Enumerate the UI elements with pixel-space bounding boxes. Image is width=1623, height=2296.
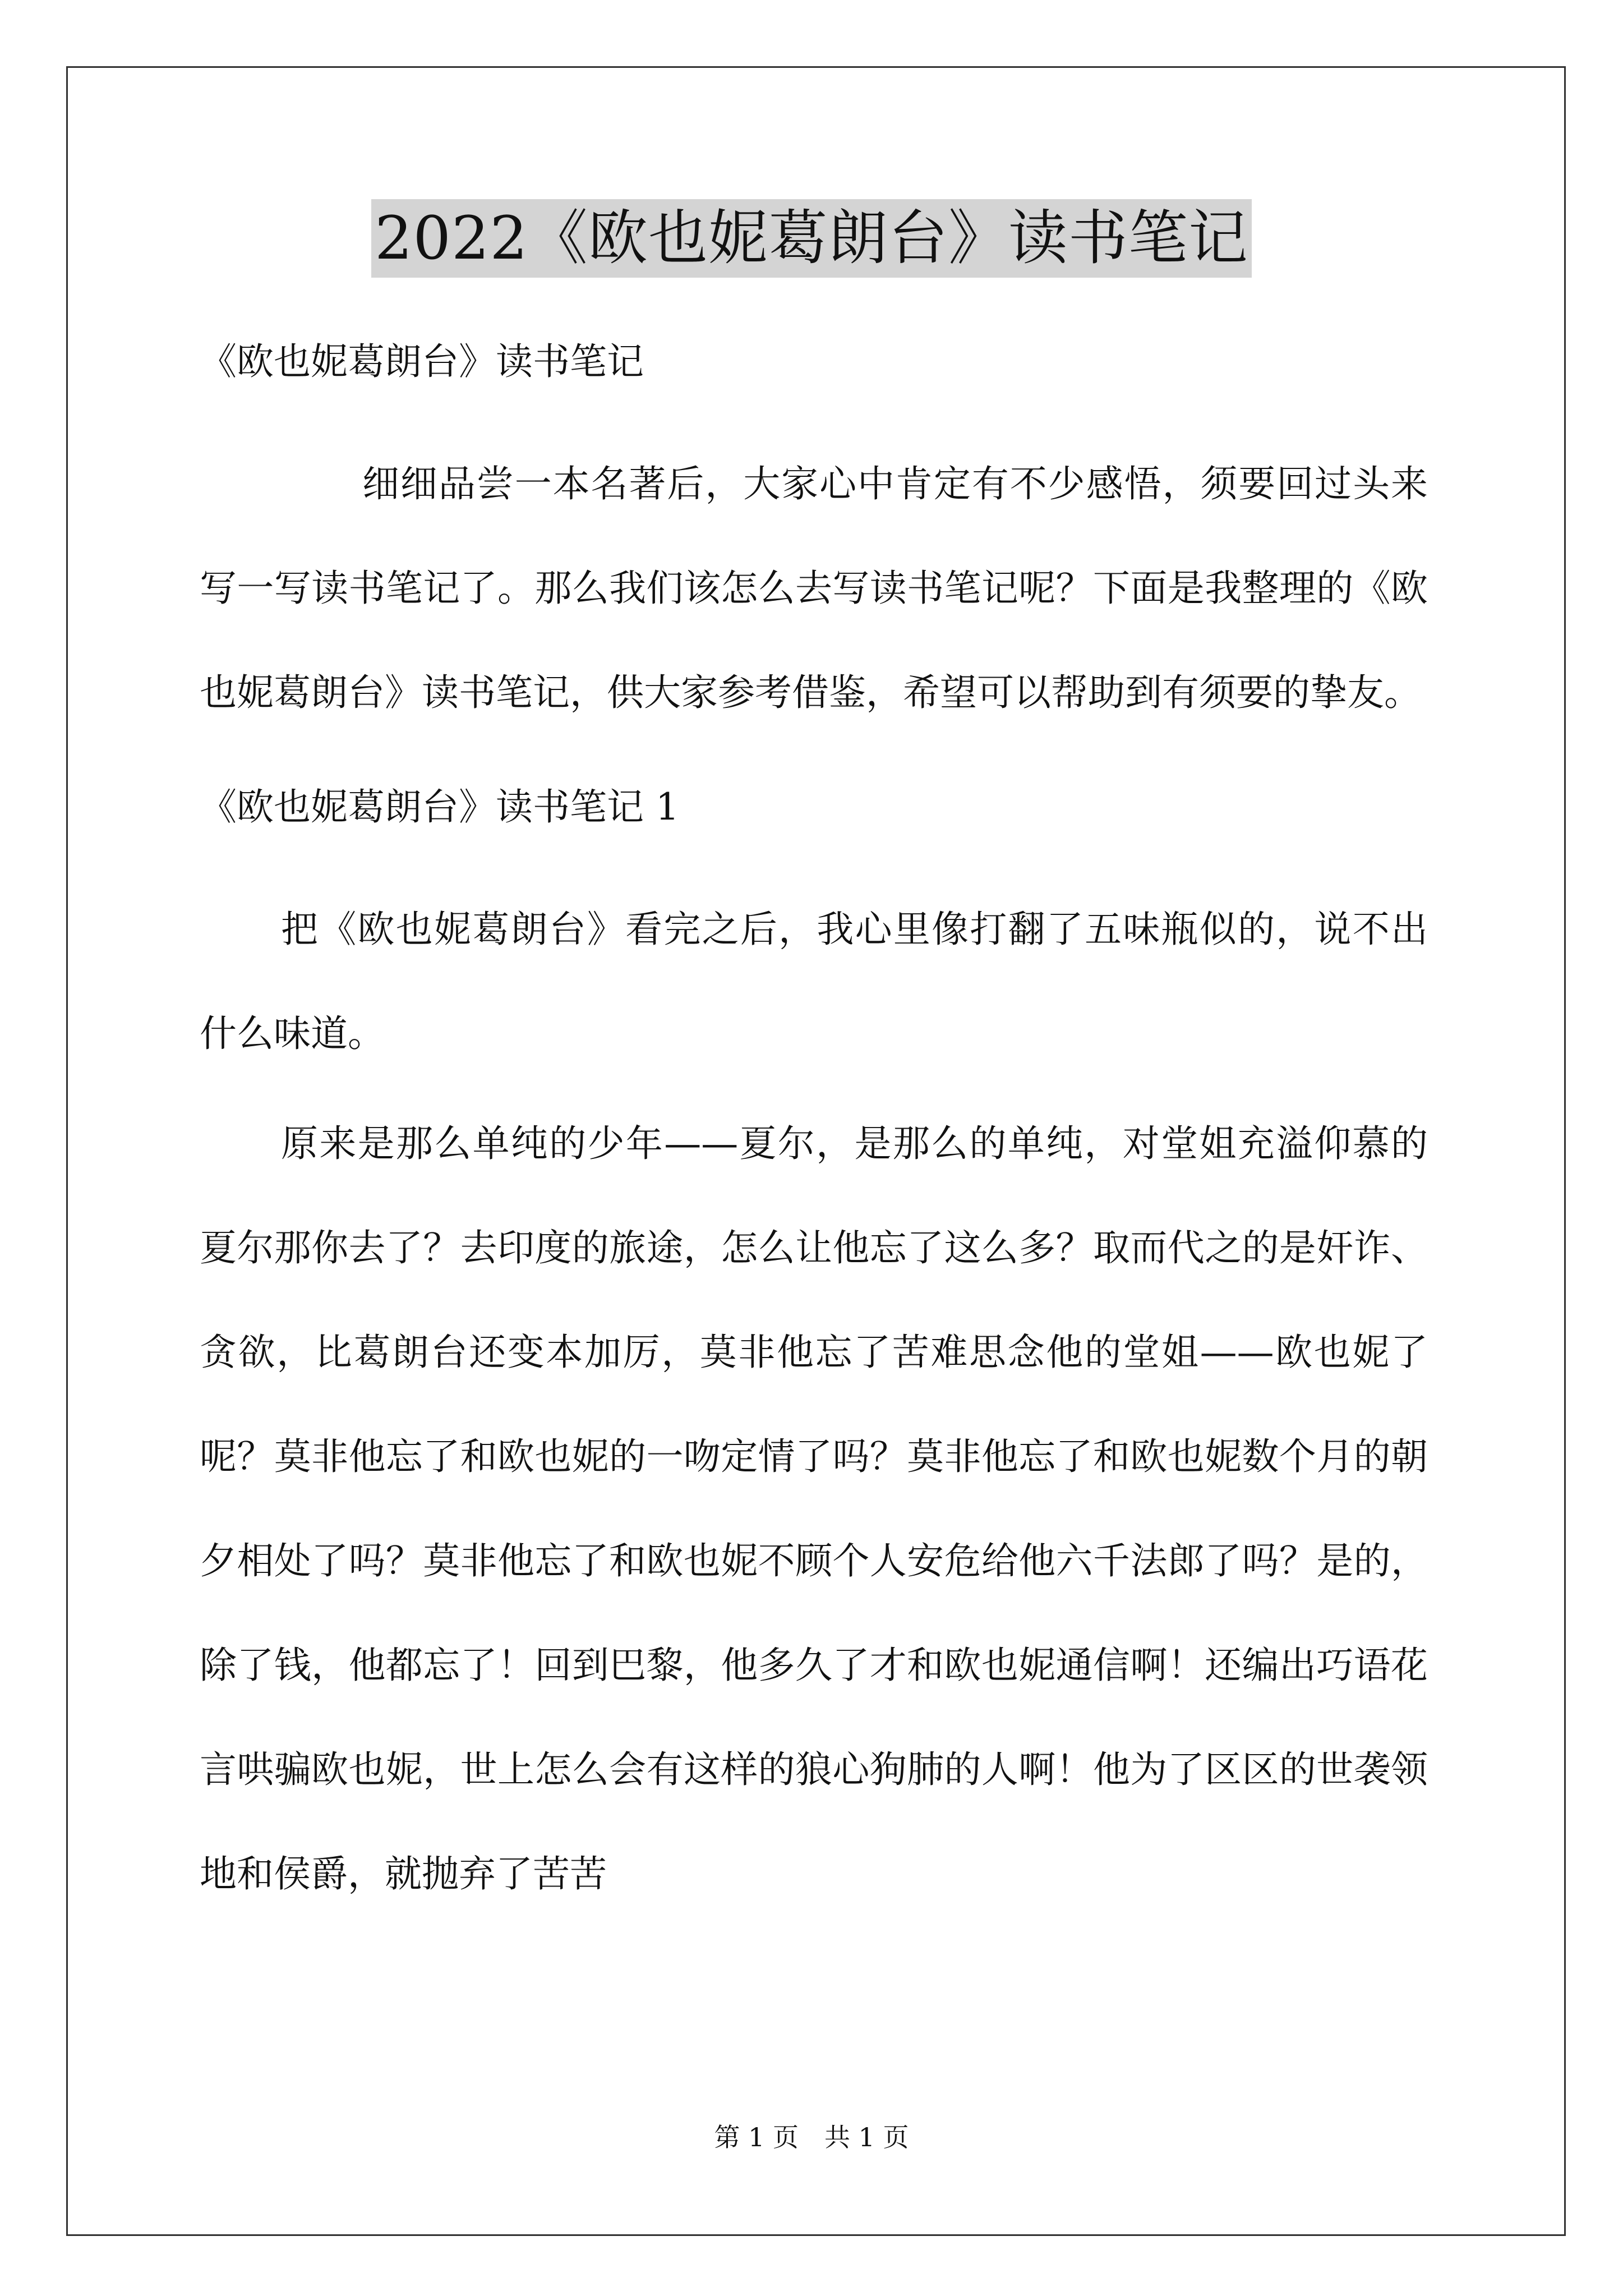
section-heading-intro: 《欧也妮葛朗台》读书笔记 — [200, 340, 644, 383]
document-title: 2022《欧也妮葛朗台》读书笔记 — [371, 199, 1252, 278]
document-body — [200, 331, 1428, 1926]
title-container — [0, 199, 1623, 278]
page-footer: 第 1 页 共 1 页 — [714, 2122, 909, 2152]
intro-paragraph: 细细品尝一本名著后，大家心中肯定有不少感悟，须要回过头来写一写读书笔记了。那么我们该怎么去写读书笔记呢？下面是我整理的《欧也妮葛朗台》读书笔记，供大家参考借鉴，希望可以帮助到有须要的挚友。 — [200, 462, 1428, 714]
note-1-paragraph-1: 把《欧也妮葛朗台》看完之后，我心里像打翻了五味瓶似的，说不出什么味道。 — [200, 908, 1428, 1055]
note-1-paragraph-2: 原来是那么单纯的少年——夏尔，是那么的单纯，对堂姐充溢仰慕的夏尔那你去了？去印度的旅途，怎么让他忘了这么多？取而代之的是奸诈、贪欲，比葛朗台还变本加厉，莫非他忘了苦难思念他的堂姐——欧也妮了呢？莫非他忘了和欧也妮的一吻定情了吗？莫非他忘了和欧也妮数个月的朝夕相处了吗？莫非他忘了和欧也妮不顾个人安危给他六千法郎了吗？是的，除了钱，他都忘了！回到巴黎，他多久了才和欧也妮通信啊！还编出巧语花言哄骗欧也妮，世上怎么会有这样的狼心狗肺的人啊！他为了区区的世袭领地和侯爵，就抛弃了苦苦 — [200, 1122, 1428, 1895]
section-heading-note-1: 《欧也妮葛朗台》读书笔记 1 — [200, 785, 679, 829]
